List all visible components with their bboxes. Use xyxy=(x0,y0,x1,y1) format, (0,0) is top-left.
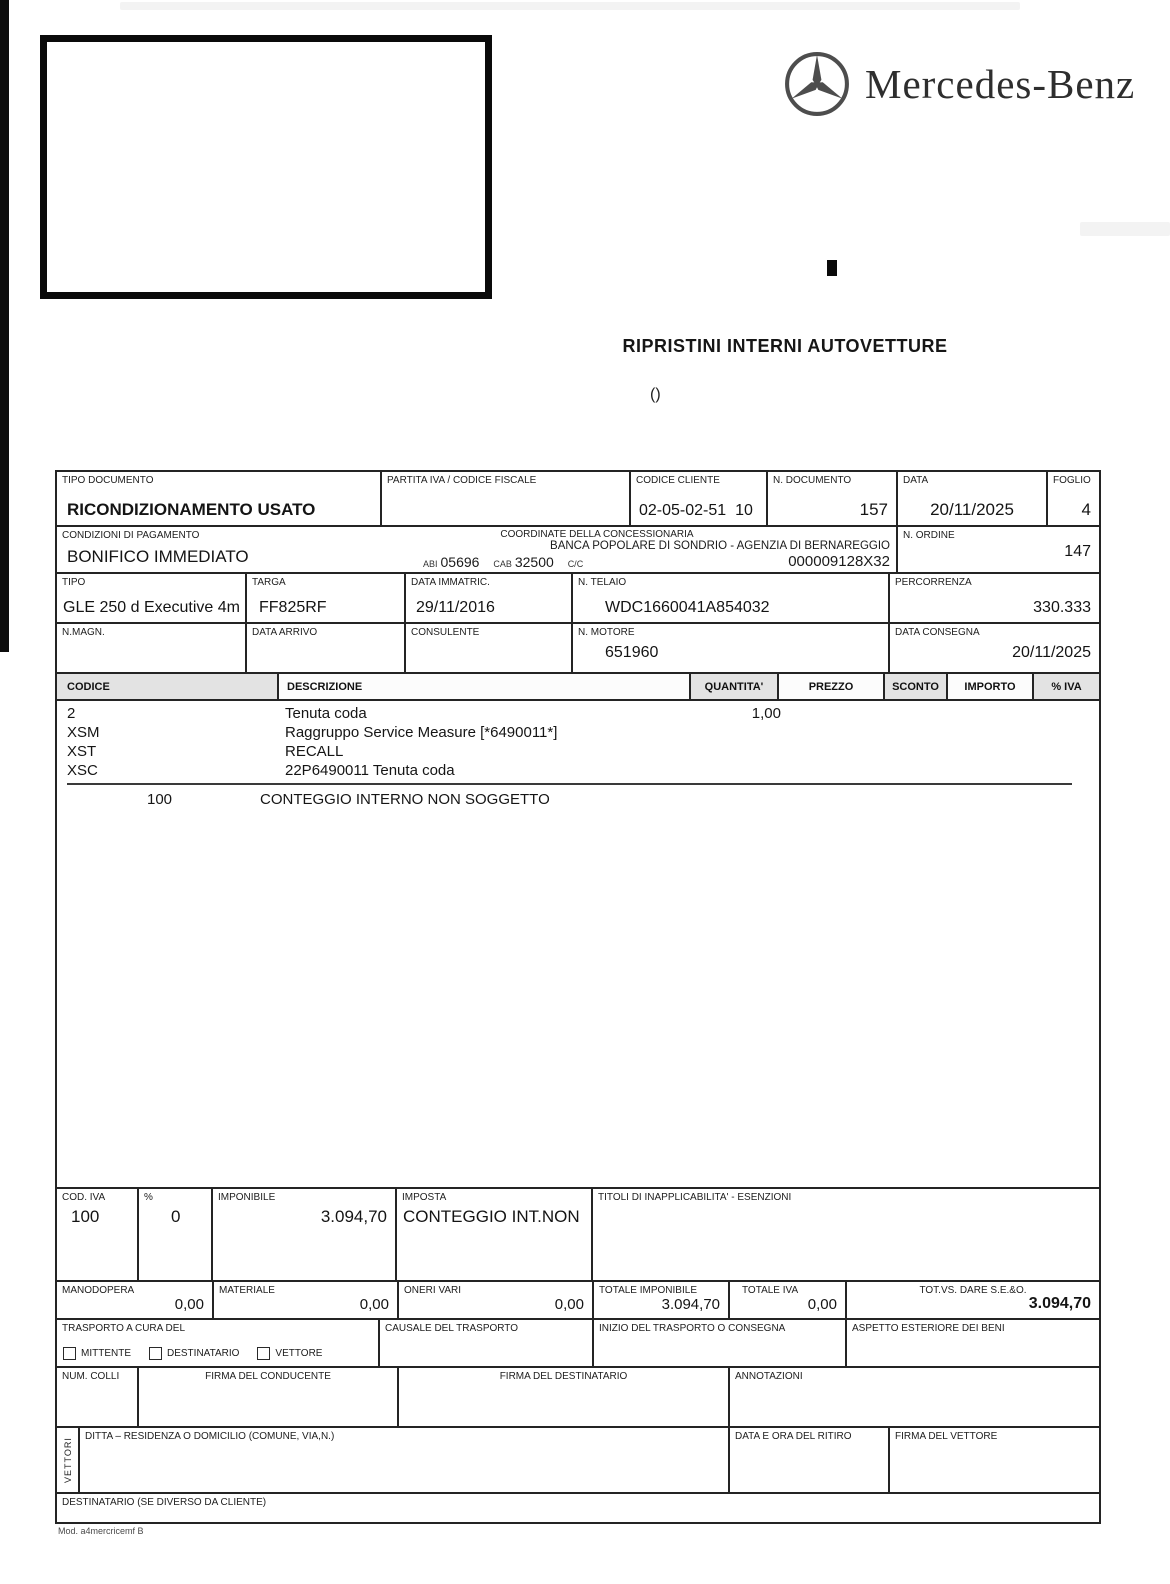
destinatario-section xyxy=(57,1494,1099,1522)
form-model-note: Mod. a4mercricemf B xyxy=(58,1526,144,1536)
field-oneri-vari xyxy=(399,1282,594,1318)
field-manodopera xyxy=(57,1282,214,1318)
field-imponibile xyxy=(213,1189,397,1280)
brand-name: Mercedes-Benz xyxy=(865,61,1136,107)
field-label: FIRMA DEL CONDUCENTE xyxy=(205,1371,331,1382)
field-targa xyxy=(247,574,406,622)
vettori-section xyxy=(57,1428,1099,1494)
field-label: FOGLIO xyxy=(1053,475,1091,486)
field-value: 0,00 xyxy=(807,1296,837,1313)
field-firma-destinatario xyxy=(399,1368,730,1426)
field-materiale xyxy=(214,1282,399,1318)
coordinate-bank: BANCA POPOLARE DI SONDRIO - AGENZIA DI BERNAREGGIO xyxy=(550,540,890,552)
item-quantita: 1,00 xyxy=(751,705,781,722)
form-row-vehicle-2 xyxy=(57,624,1099,674)
field-vettori xyxy=(57,1428,80,1492)
field-trasporto-a-cura xyxy=(57,1320,380,1366)
field-cod-iva xyxy=(57,1189,139,1280)
field-value: 0 xyxy=(171,1207,181,1226)
field-label: NUM. COLLI xyxy=(62,1371,120,1382)
item-descrizione: Tenuta coda xyxy=(285,705,367,722)
field-value: 147 xyxy=(1064,543,1091,560)
form-row-payment xyxy=(57,527,1099,574)
field-value: FF825RF xyxy=(259,599,327,616)
field-destinatario-diverso xyxy=(57,1494,1099,1522)
field-label: COD. IVA xyxy=(62,1192,106,1203)
field-value: 651960 xyxy=(605,644,659,661)
field-totale-imponibile xyxy=(594,1282,730,1318)
field-label: ASPETTO ESTERIORE DEI BENI xyxy=(852,1323,1005,1334)
scan-edge-artifact xyxy=(0,0,9,652)
items-table-body xyxy=(57,701,1099,1189)
field-label: CONSULENTE xyxy=(411,627,480,638)
field-percorrenza xyxy=(890,574,1099,622)
mercedes-star-icon xyxy=(783,50,851,118)
field-value: 100 xyxy=(71,1207,100,1226)
field-value: 3.094,70 xyxy=(320,1207,387,1226)
field-label: TITOLI DI INAPPLICABILITA' - ESENZIONI xyxy=(598,1192,792,1203)
checkbox-destinatario xyxy=(149,1347,239,1360)
field-label: MATERIALE xyxy=(219,1285,275,1296)
cab-label: CAB xyxy=(493,559,512,569)
column-header-prezzo: PREZZO xyxy=(779,674,885,699)
field-value: 0,00 xyxy=(359,1296,389,1313)
field-condizioni-pagamento xyxy=(57,527,898,572)
field-value: 20/11/2025 xyxy=(930,500,1014,519)
field-label: PARTITA IVA / CODICE FISCALE xyxy=(387,475,537,486)
checkbox-icon xyxy=(149,1347,162,1360)
field-annotazioni xyxy=(730,1368,1099,1426)
field-label: ONERI VARI xyxy=(404,1285,462,1296)
column-header-quantita: QUANTITA' xyxy=(691,674,779,699)
items-table-header xyxy=(57,674,1099,701)
checkbox-icon xyxy=(257,1347,270,1360)
item-descrizione: 22P6490011 Tenuta coda xyxy=(285,762,455,779)
field-value: 330.333 xyxy=(1033,599,1091,616)
field-label: FIRMA DEL DESTINATARIO xyxy=(499,1371,628,1382)
tax-section xyxy=(57,1189,1099,1282)
field-value: CONTEGGIO INT.NON xyxy=(403,1207,580,1226)
signatures-section xyxy=(57,1368,1099,1428)
field-n-ordine xyxy=(898,527,1099,572)
cc-value: 000009128X32 xyxy=(788,553,890,570)
service-document-form xyxy=(55,470,1101,1524)
abi-label: ABI xyxy=(423,559,438,569)
field-label: TOTALE IMPONIBILE xyxy=(599,1285,697,1296)
field-label: TARGA xyxy=(252,577,286,588)
field-label: VETTORI xyxy=(62,1437,73,1483)
document-subtitle: () xyxy=(650,386,661,403)
checkbox-label: VETTORE xyxy=(275,1348,323,1359)
field-inizio-trasporto xyxy=(594,1320,847,1366)
field-n-telaio xyxy=(573,574,890,622)
scan-smudge xyxy=(120,2,1020,10)
field-label: TOT.VS. DARE S.E.&O. xyxy=(919,1285,1027,1296)
field-foglio xyxy=(1048,472,1099,525)
field-iva-percent xyxy=(139,1189,213,1280)
transport-section xyxy=(57,1320,1099,1368)
item-codice: XSM xyxy=(67,724,100,741)
field-label: DATA CONSEGNA xyxy=(895,627,980,638)
field-label: N. DOCUMENTO xyxy=(773,475,852,486)
column-header-codice: CODICE xyxy=(57,674,279,699)
field-num-colli xyxy=(57,1368,139,1426)
field-ditta-residenza xyxy=(80,1428,730,1492)
brand-header xyxy=(783,50,1135,118)
field-consulente xyxy=(406,624,573,672)
field-label: N. MOTORE xyxy=(578,627,635,638)
field-value: WDC1660041A854032 xyxy=(605,599,770,616)
summary-codice: 100 xyxy=(147,791,173,808)
field-n-motore xyxy=(573,624,890,672)
field-firma-vettore xyxy=(890,1428,1099,1492)
field-value: 3.094,70 xyxy=(1028,1295,1091,1312)
field-n-documento xyxy=(768,472,898,525)
field-data-arrivo xyxy=(247,624,406,672)
field-partita-iva xyxy=(382,472,631,525)
field-label: TIPO xyxy=(62,577,86,588)
field-causale-trasporto xyxy=(380,1320,594,1366)
field-value: BONIFICO IMMEDIATO xyxy=(67,547,249,566)
field-label: MANODOPERA xyxy=(62,1285,135,1296)
ink-blot-artifact xyxy=(827,260,837,276)
field-label: PERCORRENZA xyxy=(895,577,972,588)
column-header-iva: % IVA xyxy=(1034,674,1099,699)
field-label: ANNOTAZIONI xyxy=(735,1371,803,1382)
field-data-consegna xyxy=(890,624,1099,672)
field-label: TRASPORTO A CURA DEL xyxy=(62,1323,186,1334)
item-codice: XST xyxy=(67,743,97,760)
field-titoli-esenzioni xyxy=(593,1189,1099,1280)
cc-label: C/C xyxy=(567,559,584,569)
coordinate-abi-cab xyxy=(423,554,586,570)
field-value: 3.094,70 xyxy=(661,1296,720,1313)
field-firma-conducente xyxy=(139,1368,399,1426)
field-label: CODICE CLIENTE xyxy=(636,475,720,486)
checkbox-label: MITTENTE xyxy=(81,1348,131,1359)
item-descrizione: Raggruppo Service Measure [*6490011*] xyxy=(285,724,558,741)
field-tot-dare xyxy=(847,1282,1099,1318)
field-value: 0,00 xyxy=(554,1296,584,1313)
field-label: TOTALE IVA xyxy=(742,1285,799,1296)
field-label: CAUSALE DEL TRASPORTO xyxy=(385,1323,519,1334)
field-data-immatric xyxy=(406,574,573,622)
field-label: N. TELAIO xyxy=(578,577,627,588)
field-label: DATA IMMATRIC. xyxy=(411,577,490,588)
field-codice-cliente xyxy=(631,472,768,525)
redacted-dealer-box xyxy=(40,35,492,299)
coordinate-label: COORDINATE DELLA CONCESSIONARIA xyxy=(500,529,694,540)
summary-descrizione: CONTEGGIO INTERNO NON SOGGETTO xyxy=(260,791,550,808)
field-value: 29/11/2016 xyxy=(416,599,495,616)
checkbox-vettore xyxy=(257,1347,322,1360)
column-header-importo: IMPORTO xyxy=(948,674,1034,699)
field-totale-iva xyxy=(730,1282,847,1318)
field-value: 02-05-02-51 10 xyxy=(639,502,753,519)
field-label: N.MAGN. xyxy=(62,627,105,638)
field-label: IMPONIBILE xyxy=(218,1192,276,1203)
column-header-descrizione: DESCRIZIONE xyxy=(279,674,691,699)
column-header-sconto: SCONTO xyxy=(885,674,948,699)
field-label: TIPO DOCUMENTO xyxy=(62,475,154,486)
field-value: 157 xyxy=(859,500,888,519)
checkbox-label: DESTINATARIO xyxy=(167,1348,240,1359)
items-separator-line xyxy=(67,783,1072,785)
field-label: DESTINATARIO (SE DIVERSO DA CLIENTE) xyxy=(62,1497,267,1508)
field-imposta xyxy=(397,1189,593,1280)
field-value: 20/11/2025 xyxy=(1012,644,1091,661)
field-label: N. ORDINE xyxy=(903,530,955,541)
field-n-magn xyxy=(57,624,247,672)
field-label: INIZIO DEL TRASPORTO O CONSEGNA xyxy=(599,1323,786,1334)
field-label: FIRMA DEL VETTORE xyxy=(895,1431,998,1442)
field-label: DATA ARRIVO xyxy=(252,627,318,638)
field-tipo-documento xyxy=(57,472,382,525)
field-aspetto-beni xyxy=(847,1320,1099,1366)
transport-checkboxes xyxy=(63,1347,322,1360)
field-label: DATA E ORA DEL RITIRO xyxy=(735,1431,852,1442)
field-label: DATA xyxy=(903,475,929,486)
field-label: DITTA – RESIDENZA O DOMICILIO (COMUNE, VIA,N.) xyxy=(85,1431,335,1442)
field-value: GLE 250 d Executive 4m xyxy=(63,599,240,616)
checkbox-icon xyxy=(63,1347,76,1360)
field-value: 0,00 xyxy=(174,1296,204,1313)
abi-value: 05696 xyxy=(440,554,480,570)
form-row-document-info xyxy=(57,472,1099,527)
field-value: RICONDIZIONAMENTO USATO xyxy=(67,500,316,519)
totals-section xyxy=(57,1282,1099,1320)
field-tipo xyxy=(57,574,247,622)
field-label: % xyxy=(144,1192,153,1203)
field-data xyxy=(898,472,1048,525)
scan-smudge xyxy=(1080,222,1170,236)
checkbox-mittente xyxy=(63,1347,131,1360)
item-descrizione: RECALL xyxy=(285,743,344,760)
item-codice: XSC xyxy=(67,762,98,779)
field-label: CONDIZIONI DI PAGAMENTO xyxy=(62,530,200,541)
document-title: RIPRISTINI INTERNI AUTOVETTURE xyxy=(622,336,948,356)
field-value: 4 xyxy=(1081,500,1091,519)
field-label: IMPOSTA xyxy=(402,1192,447,1203)
cab-value: 32500 xyxy=(514,554,554,570)
form-row-vehicle xyxy=(57,574,1099,624)
field-data-ritiro xyxy=(730,1428,890,1492)
item-codice: 2 xyxy=(67,705,76,722)
